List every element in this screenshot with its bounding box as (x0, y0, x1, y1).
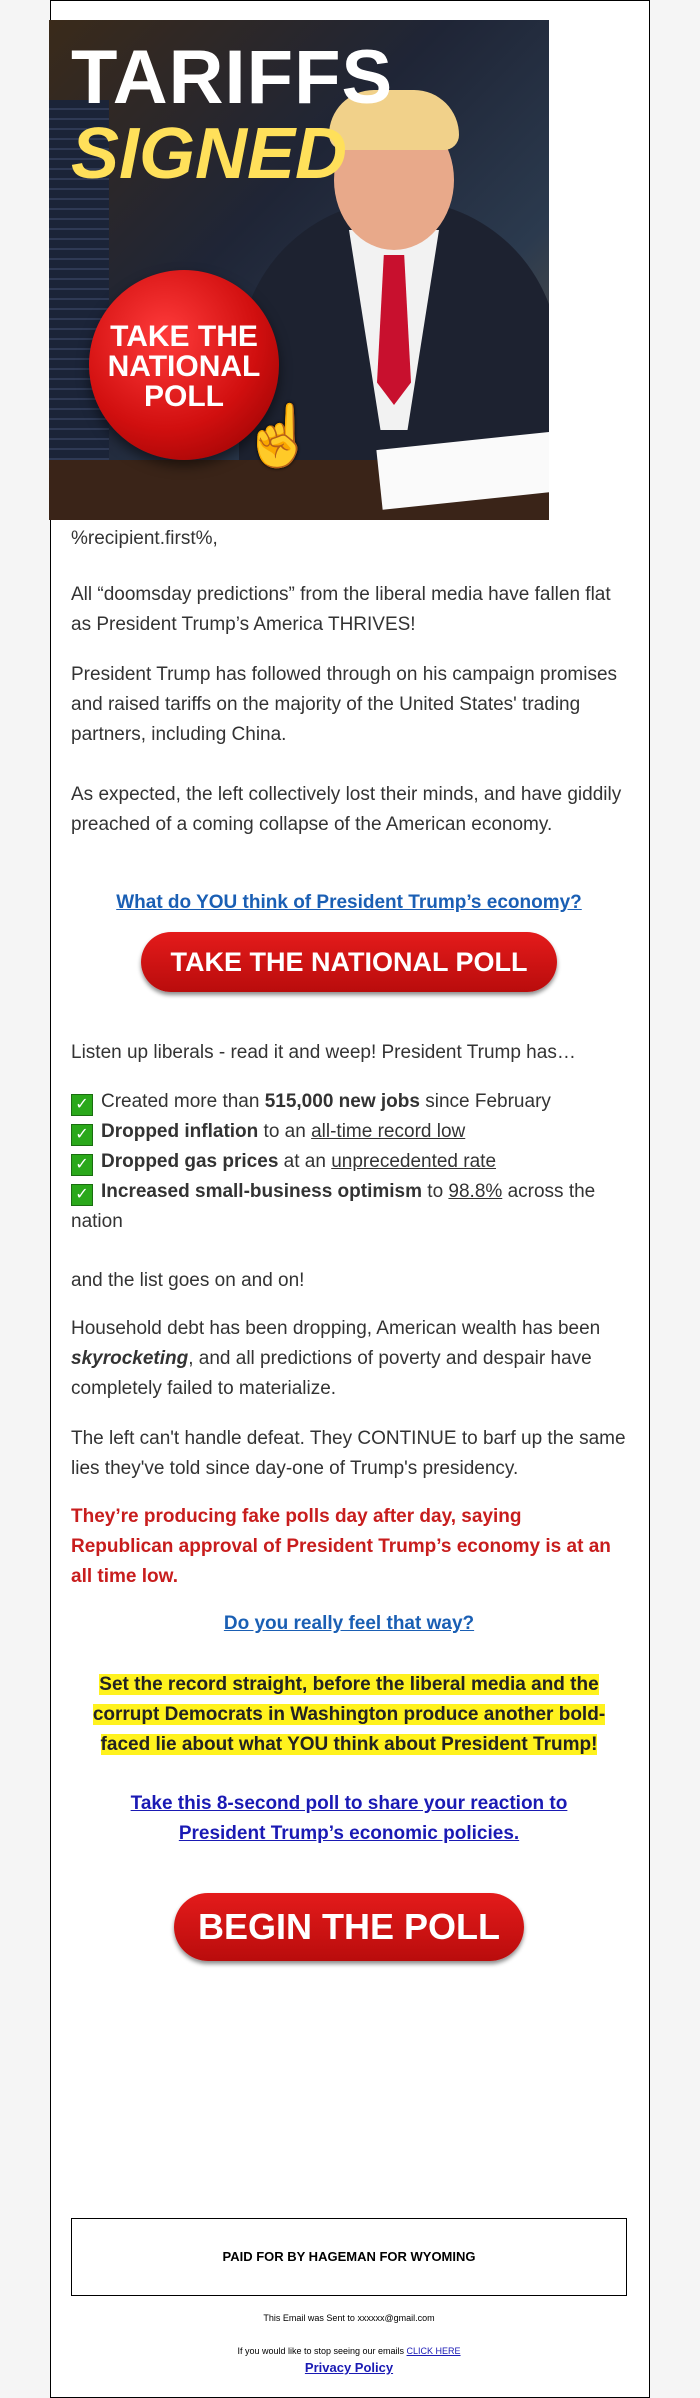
paid-for-box: PAID FOR BY HAGEMAN FOR WYOMING (71, 2218, 627, 2296)
hero-button-line2: NATIONAL (107, 350, 261, 383)
eight-second-poll-link[interactable]: Take this 8-second poll to share your reaction to President Trump’s economic policies. (130, 1793, 568, 1844)
household-debt-paragraph: Household debt has been dropping, American wealth has been skyrocketing, and all predictions of poverty and despair have completely failed to materialize. (71, 1318, 601, 1399)
list-item: ✓ Created more than 515,000 new jobs since February (71, 1087, 627, 1117)
hero-banner-image[interactable] (49, 20, 549, 520)
optimism-link[interactable]: 98.8% (448, 1181, 503, 1202)
list-item: ✓ Dropped gas prices at an unprecedented rate (71, 1147, 627, 1177)
listen-up-text: Listen up liberals - read it and weep! President Trump has… (71, 1042, 576, 1063)
unsubscribe-link[interactable]: CLICK HERE (406, 2346, 461, 2356)
list-item: ✓ Dropped inflation to an all-time record low (71, 1117, 627, 1147)
economy-poll-link[interactable]: What do YOU think of President Trump’s economy? (116, 892, 582, 913)
checkmark-icon: ✓ (71, 1124, 93, 1146)
gas-prices-link[interactable]: unprecedented rate (331, 1151, 497, 1172)
highlight-callout: Set the record straight, before the liberal media and the corrupt Democrats in Washington produce another bold-faced lie about what YOU think about President Trump! (92, 1674, 606, 1755)
paragraph-tariffs: President Trump has followed through on his campaign promises and raised tariffs on the majority of the United States' trading partners, including China. (71, 664, 618, 745)
achievements-list (71, 1087, 627, 1237)
privacy-policy-link[interactable]: Privacy Policy (304, 2360, 394, 2375)
paragraph-doomsday: All “doomsday predictions” from the liberal media have fallen flat as President Trump’s America THRIVES! (71, 584, 611, 635)
checkmark-icon: ✓ (71, 1094, 93, 1116)
begin-poll-button[interactable]: BEGIN THE POLL (174, 1893, 524, 1961)
hero-title-line2: SIGNED (71, 114, 348, 194)
checkmark-icon: ✓ (71, 1184, 93, 1206)
paragraph-left-reaction: As expected, the left collectively lost their minds, and have giddily preached of a coming collapse of the American economy. (71, 784, 622, 835)
fake-polls-alert: They’re producing fake polls day after day, saying Republican approval of President Trump’s economy is at an all time low. (71, 1506, 611, 1587)
take-national-poll-button[interactable]: TAKE THE NATIONAL POLL (141, 932, 557, 992)
unsubscribe-line: If you would like to stop seeing our emails CLICK HERE (237, 2346, 461, 2356)
hero-button-line3: POLL (144, 380, 224, 413)
sent-to-text: This Email was Sent to xxxxxx@gmail.com (263, 2313, 435, 2323)
list-goes-on-text: and the list goes on and on! (71, 1270, 305, 1291)
left-defeat-paragraph: The left can't handle defeat. They CONTINUE to barf up the same lies they've told since day-one of Trump's presidency. (71, 1428, 626, 1479)
pointer-hand-icon: ☝ (241, 402, 316, 469)
checkmark-icon: ✓ (71, 1154, 93, 1176)
hero-button-line1: TAKE THE (110, 320, 258, 353)
greeting: %recipient.first%, (71, 528, 218, 549)
list-item: ✓ Increased small-business optimism to 98.8% across the nation (71, 1181, 596, 1232)
inflation-link[interactable]: all-time record low (311, 1121, 466, 1142)
hero-title-line1: TARIFFS (71, 35, 394, 120)
feel-that-way-link[interactable]: Do you really feel that way? (223, 1613, 475, 1634)
